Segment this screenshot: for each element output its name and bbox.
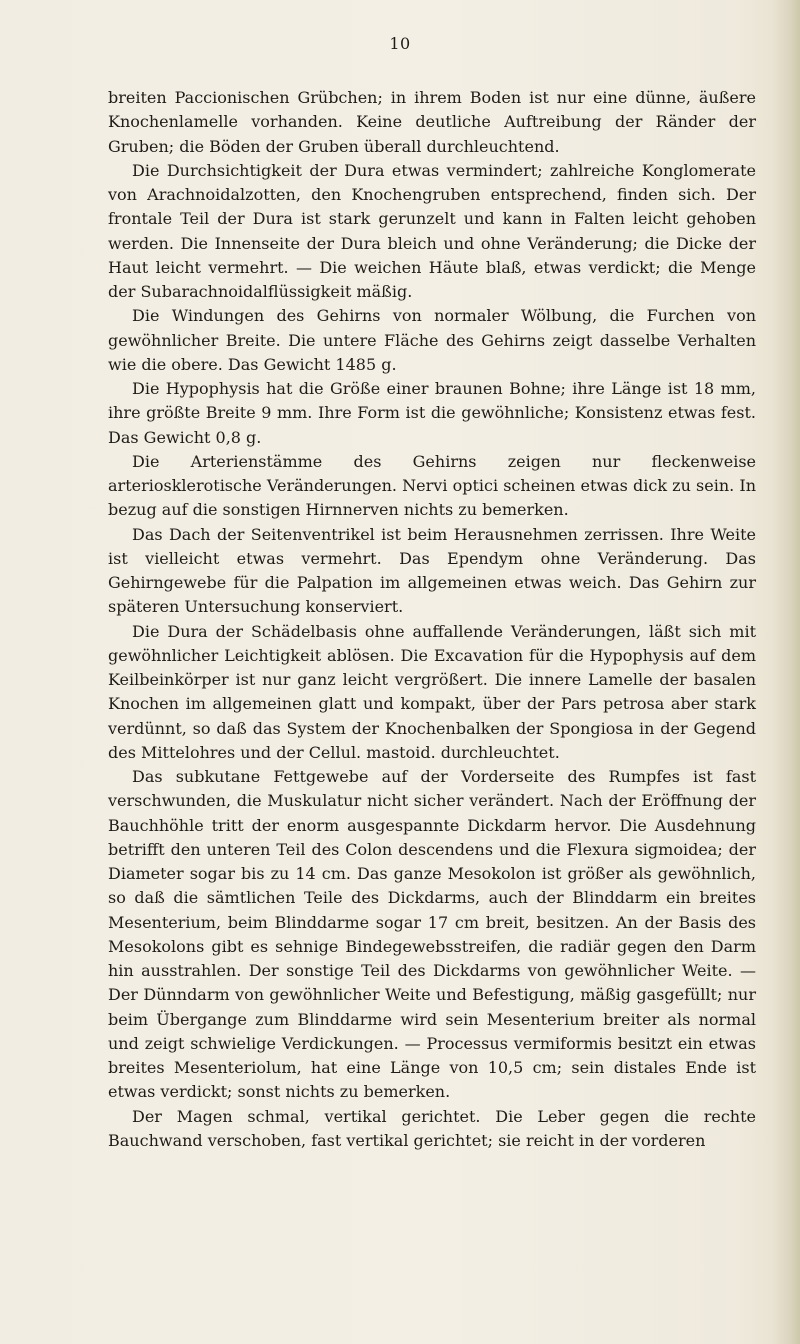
body-text	[108, 86, 756, 1153]
page-edge-shadow	[772, 0, 800, 1344]
paragraph-windungen: Die Windungen des Gehirns von normaler Wölbung, die Furchen von gewöhnlicher Breite. Die untere Fläche des Gehirns zeigt dasselbe Verhalten wie die obere. Das Gewicht 1485 g.	[108, 306, 756, 374]
paragraph-hypophysis: Die Hypophysis hat die Größe einer braunen Bohne; ihre Länge ist 18 mm, ihre größte Breite 9 mm. Ihre Form ist die gewöhnliche; Konsistenz etwas fest. Das Gewicht 0,8 g.	[108, 379, 756, 447]
paragraph-dura: Die Durchsichtigkeit der Dura etwas vermindert; zahlreiche Konglomerate von Arachnoidalzotten, den Knochengruben entsprechend, finden sich. Der frontale Teil der Dura ist stark gerunzelt und kann in Falten leicht gehoben werden. Die Innenseite der Dura bleich und ohne Veränderung; die Dicke der Haut leicht vermehrt. — Die weichen Häute blaß, etwas verdickt; die Menge der Subarachnoidalflüssigkeit mäßig.	[108, 160, 756, 301]
paragraph-magen-leber: Der Magen schmal, vertikal gerichtet. Die Leber gegen die rechte Bauchwand verschoben, fast vertikal gerichtet; sie reicht in der vorderen	[108, 1106, 756, 1150]
paragraph-paccionischen-gruebchen: breiten Paccionischen Grübchen; in ihrem Boden ist nur eine dünne, äußere Knochenlamelle vorhanden. Keine deutliche Auftreibung der Ränder der Gruben; die Böden der Gruben überall durchleuchtend.	[108, 88, 756, 156]
paragraph-arterienstaemme: Die Arterienstämme des Gehirns zeigen nur fleckenweise arteriosklerotische Veränderungen. Nervi optici scheinen etwas dick zu sein. In bezug auf die sonstigen Hirnnerven nichts zu bemerken.	[108, 451, 756, 520]
paragraph-seitenventrikel: Das Dach der Seitenventrikel ist beim Herausnehmen zerrissen. Ihre Weite ist vielleicht etwas vermehrt. Das Ependym ohne Veränderung. Das Gehirngewebe für die Palpation im allgemeinen etwas weich. Das Gehirn zur späteren Untersuchung konserviert.	[108, 524, 756, 617]
paragraph-schaedelbasis: Die Dura der Schädelbasis ohne auffallende Veränderungen, läßt sich mit gewöhnlicher Leichtigkeit ablösen. Die Excavation für die Hypophysis auf dem Keilbeinkörper ist nur ganz leicht vergrößert. Die innere Lamelle der basalen Knochen im allgemeinen glatt und kompakt, über der Pars petrosa aber stark verdünnt, so daß das System der Knochenbalken der Spongiosa in der Gegend des Mittelohres und der Cellul. mastoid. durchleuchtet.	[108, 621, 756, 762]
paragraph-dickdarm: Das subkutane Fettgewebe auf der Vorderseite des Rumpfes ist fast verschwunden, die Muskulatur nicht sicher verändert. Nach der Eröffnung der Bauchhöhle tritt der enorm ausgespannte Dickdarm hervor. Die Ausdehnung betrifft den unteren Teil des Colon descendens und die Flexura sigmoidea; der Diameter sogar bis zu 14 cm. Das ganze Mesokolon ist größer als gewöhnlich, so daß die sämtlichen Teile des Dickdarms, auch der Blinddarm ein breites Mesenterium, beim Blinddarme sogar 17 cm breit, besitzen. An der Basis des Mesokolons gibt es sehnige Bindegewebsstreifen, die radiär gegen den Darm hin ausstrahlen. Der sonstige Teil des Dickdarms von gewöhnlicher Weite. — Der Dünndarm von gewöhnlicher Weite und Befestigung, mäßig gasgefüllt; nur beim Übergange zum Blinddarme wird sein Mesenterium breiter als normal und zeigt schwielige Verdickungen. — Processus vermiformis besitzt ein etwas breites Mesenteriolum, hat eine Länge von 10,5 cm; sein distales Ende ist etwas verdickt; sonst nichts zu bemerken.	[108, 767, 756, 1102]
page-number: 10	[389, 34, 411, 53]
